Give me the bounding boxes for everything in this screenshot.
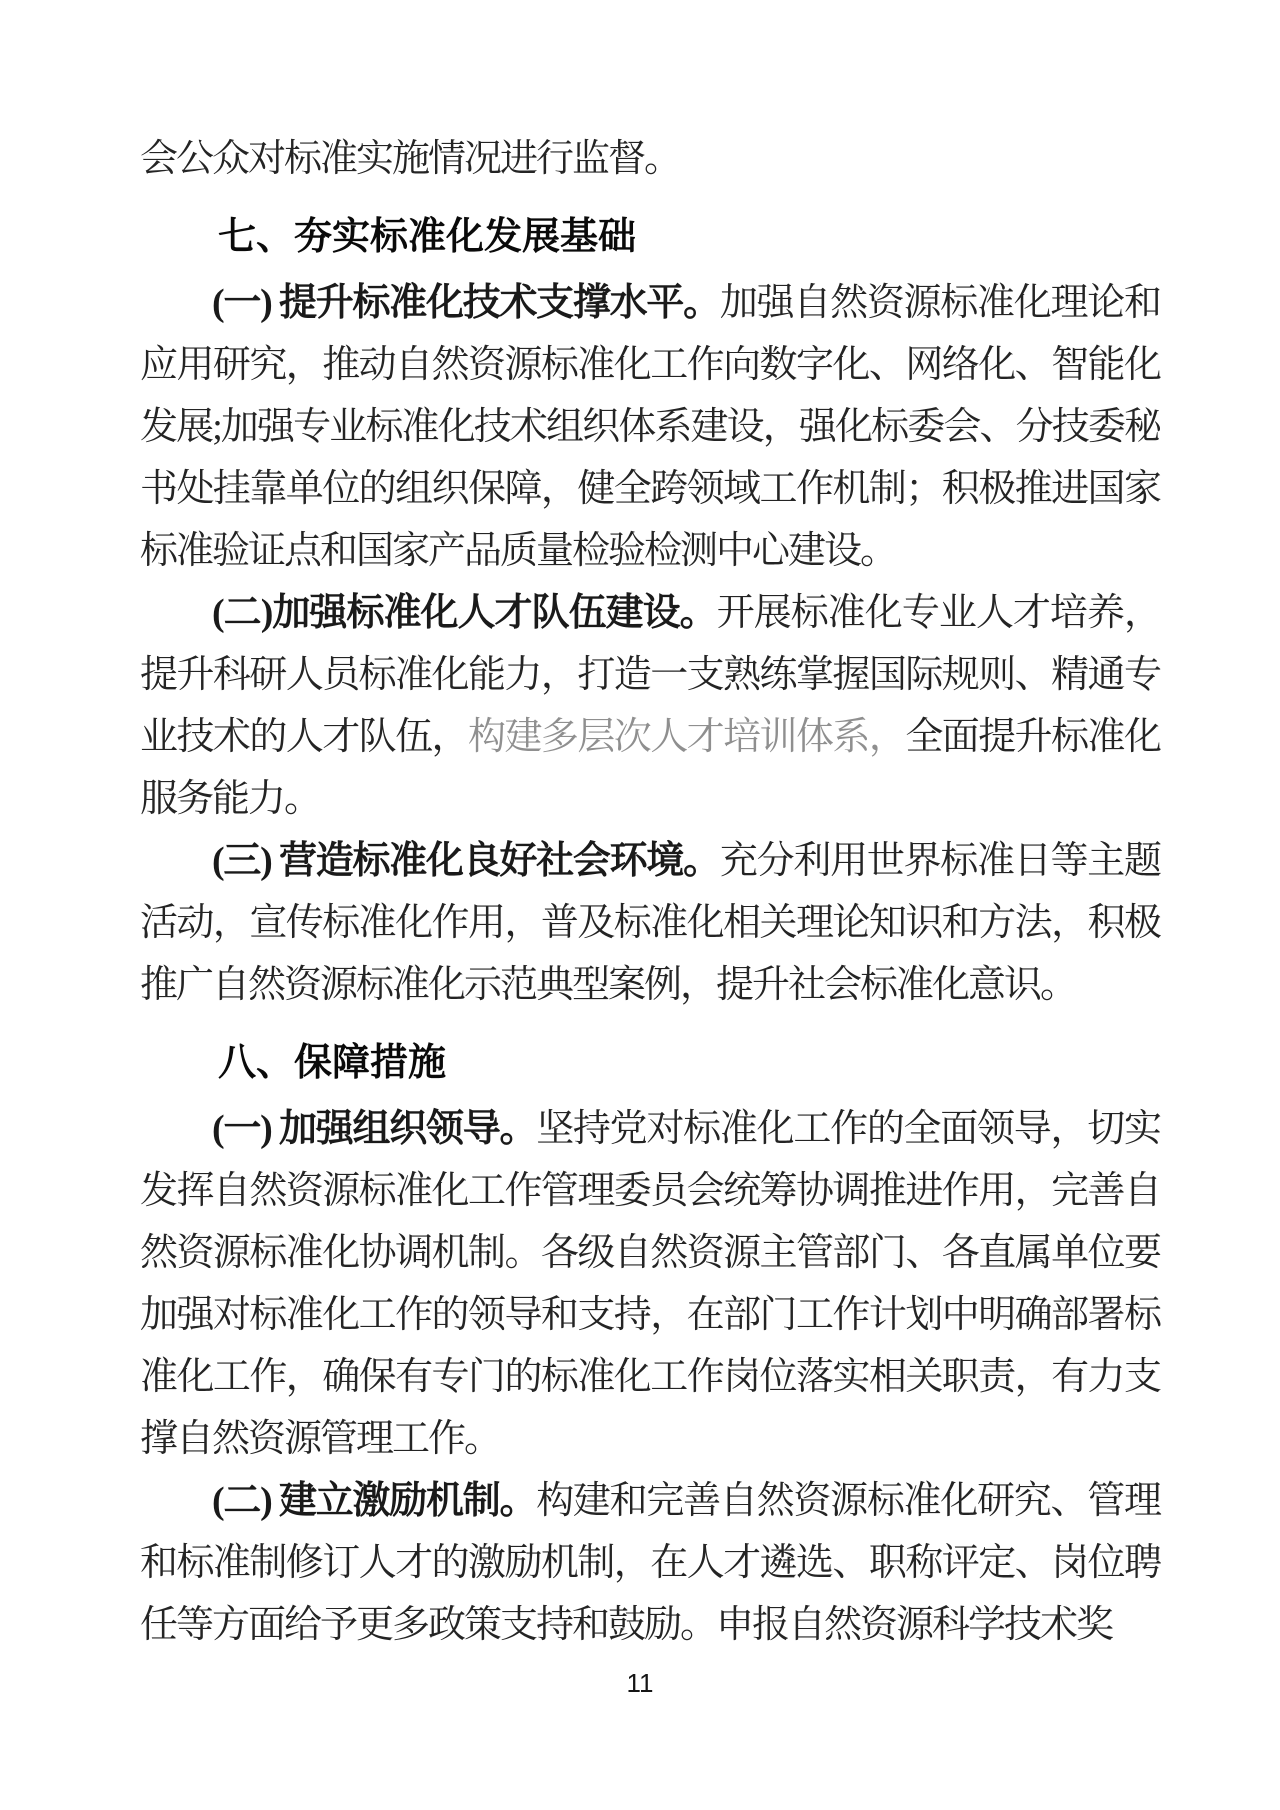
text-segment: (三) 营造标准化良好社会环境。 xyxy=(212,840,720,882)
paragraph xyxy=(140,272,1160,582)
text-segment: (二)加强标准化人才队伍建设。 xyxy=(212,592,717,634)
text-segment: 构建和完善自然资源标准化研究、管理和标准制修订人才的激励机制，在人才遴选、职称评定、岗位聘任等方面给予更多政策支持和鼓励。申报自然资源科学技术奖 xyxy=(140,1480,1160,1646)
text-segment: 七、夯实标准化发展基础 xyxy=(218,216,637,258)
text-segment: 全面提升标准化服务能力。 xyxy=(140,716,1160,820)
text-segment: 充分利用世界标准日等主题活动，宣传标准化作用，普及标准化相关理论知识和方法，积极推广自然资源标准化示范典型案例，提升社会标准化意识。 xyxy=(140,840,1160,1006)
section-heading xyxy=(140,206,1160,268)
text-segment: 八、保障措施 xyxy=(218,1042,447,1084)
text-segment: (一) 提升标准化技术支撑水平。 xyxy=(212,282,720,324)
paragraph xyxy=(140,1470,1160,1656)
document-body xyxy=(140,128,1160,1656)
paragraph xyxy=(140,830,1160,1016)
page-number: 11 xyxy=(626,1668,654,1698)
paragraph xyxy=(140,1098,1160,1470)
section-heading xyxy=(140,1032,1160,1094)
paragraph xyxy=(140,582,1160,830)
paragraph xyxy=(140,128,1160,190)
text-segment: 加强自然资源标准化理论和应用研究，推动自然资源标准化工作向数字化、网络化、智能化发展;加强专业标准化技术组织体系建设，强化标委会、分技委秘书处挂靠单位的组织保障，健全跨领域工作机制；积极推进国家标准验证点和国家产品质量检验检测中心建设。 xyxy=(140,282,1160,572)
text-segment: 会公众对标准实施情况进行监督。 xyxy=(140,138,681,180)
text-segment: 开展标准化专业人才培养，提升科研人员标准化能力，打造一支熟练掌握国际规则、精通专业技术的人才队伍， xyxy=(140,592,1160,758)
text-segment: (二) 建立激励机制。 xyxy=(212,1480,537,1522)
text-segment: 构建多层次人才培训体系， xyxy=(468,716,906,758)
text-segment: (一) 加强组织领导。 xyxy=(212,1108,537,1150)
text-segment: 坚持党对标准化工作的全面领导，切实发挥自然资源标准化工作管理委员会统筹协调推进作用，完善自然资源标准化协调机制。各级自然资源主管部门、各直属单位要加强对标准化工作的领导和支持，在部门工作计划中明确部署标准化工作，确保有专门的标准化工作岗位落实相关职责，有力支撑自然资源管理工作。 xyxy=(140,1108,1160,1460)
